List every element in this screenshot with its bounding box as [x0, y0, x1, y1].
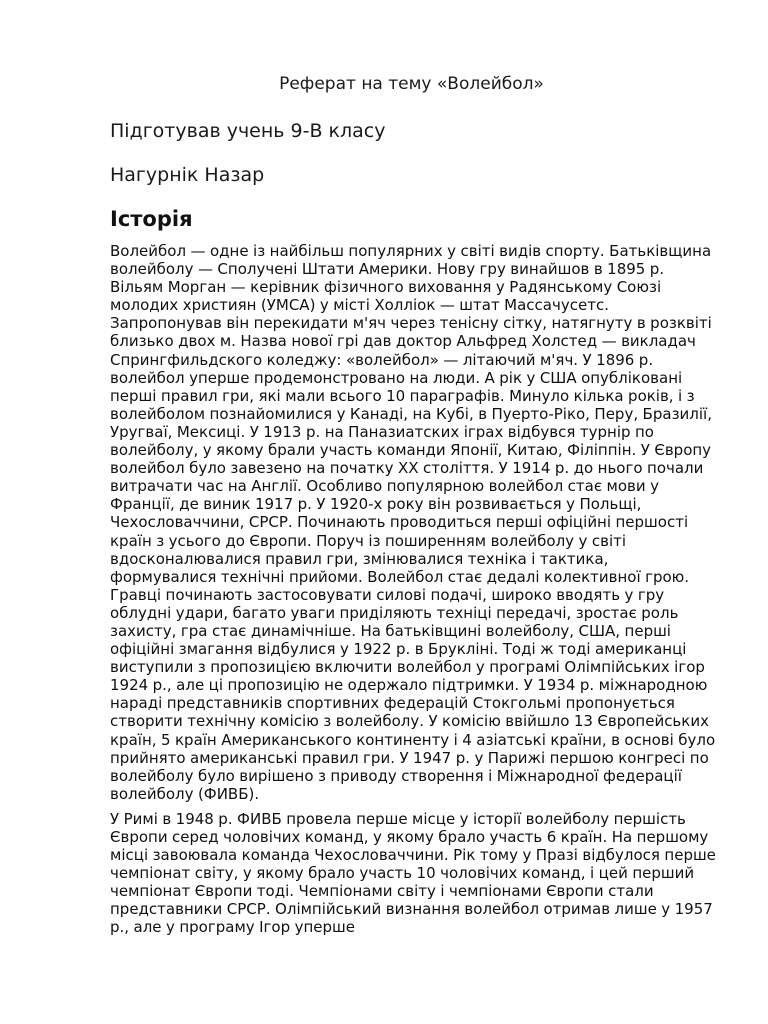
author-name: Нагурнік Назар: [110, 164, 265, 186]
body-paragraph-1: Волейбол — одне із найбільш популярних у світі видів спорту. Батьківщина волейболу — Сполучені Штати Америки. Нову гру винайшов в 1895 р. Вільям Морган — керівник фізичного виховання у Радянському Союзі молодих християн (УМСА) у місті Холліок — штат Массачусетс. Запропонував він перекидати м'яч через тенісну сітку, натягнуту в розквіті близько двох м. Назва нової грі дав доктор Альфред Холстед — викладач Спрингфильдского коледжу: «волейбол» — літаючий м'яч. У 1896 р. волейбол уперше продемонстровано на люди. А рік у США опубліковані перші правил гри, які мали всього 10 параграфів. Минуло кілька років, і з волейболом познайомилися у Канаді, на Кубі, в Пуерто-Ріко, Перу, Бразилії, Уругваї, Мексиці. У 1913 р. на Паназиатских іграх відбувся турнір по волейболу, у якому брали участь команди Японії, Китаю, Філіппін. У Європу волейбол було завезено на початку XX століття. У 1914 р. до нього почали витрачати час на Англії. Особливо популярною волейбол стає мови у Франції, де виник 1917 р. У 1920-х року він розвивається у Польщі, Чехословаччини, СРСР. Починають проводиться перші офіційні першості країн з усього до Європи. Поруч із поширенням волейболу у світі вдосконалювалися правил гри, змінювалися техніка і тактика, формувалися технічні прийоми. Волейбол стає дедалі колективної грою. Гравці починають застосовувати силові подачі, широко вводять у гру облудні удари, багато уваги приділяють техніці передачі, зростає роль захисту, гра стає динамічніше. На батьківщині волейболу, США, перші офіційні змагання відбулися у 1922 р. в Брукліні. Тоді ж тоді американці виступили з пропозицією включити волейбол у програмі Олімпійських ігор 1924 р., але ці пропозицію не одержало підтримки. У 1934 р. міжнародною нараді представників спортивних федерацій Стокгольмі пропонується створити технічну комісію з волейболу. У комісію ввійшло 13 Європейських країн, 5 країн Американського континенту і 4 азіатські країни, в основі було прийнято американські правил гри. У 1947 р. у Парижі першою конгресі по волейболу було вирішено з приводу створення і Міжнародної федерації волейболу (ФИВБ).: [110, 242, 716, 803]
body-paragraph-2: У Римі в 1948 р. ФИВБ провела перше місце у історії волейболу першість Європи серед чоловічих команд, у якому брало участь 6 країн. На першому місці завоювала команда Чехословаччини. Рік тому у Празі відбулося перше чемпіонат світу, у якому брало участь 10 чоловічих команд, і цей перший чемпіонат Європи тоді. Чемпіонами світу і чемпіонами Європи стали представники СРСР. Олімпійський визнання волейбол отримав лише у 1957 р., але у програму Ігор уперше: [110, 809, 716, 937]
document-body: [110, 242, 718, 944]
document-title: Реферат на тему «Волейбол»: [279, 74, 544, 94]
author-class-line: Підготував учень 9-В класу: [110, 120, 386, 142]
section-heading: Історія: [110, 207, 193, 231]
